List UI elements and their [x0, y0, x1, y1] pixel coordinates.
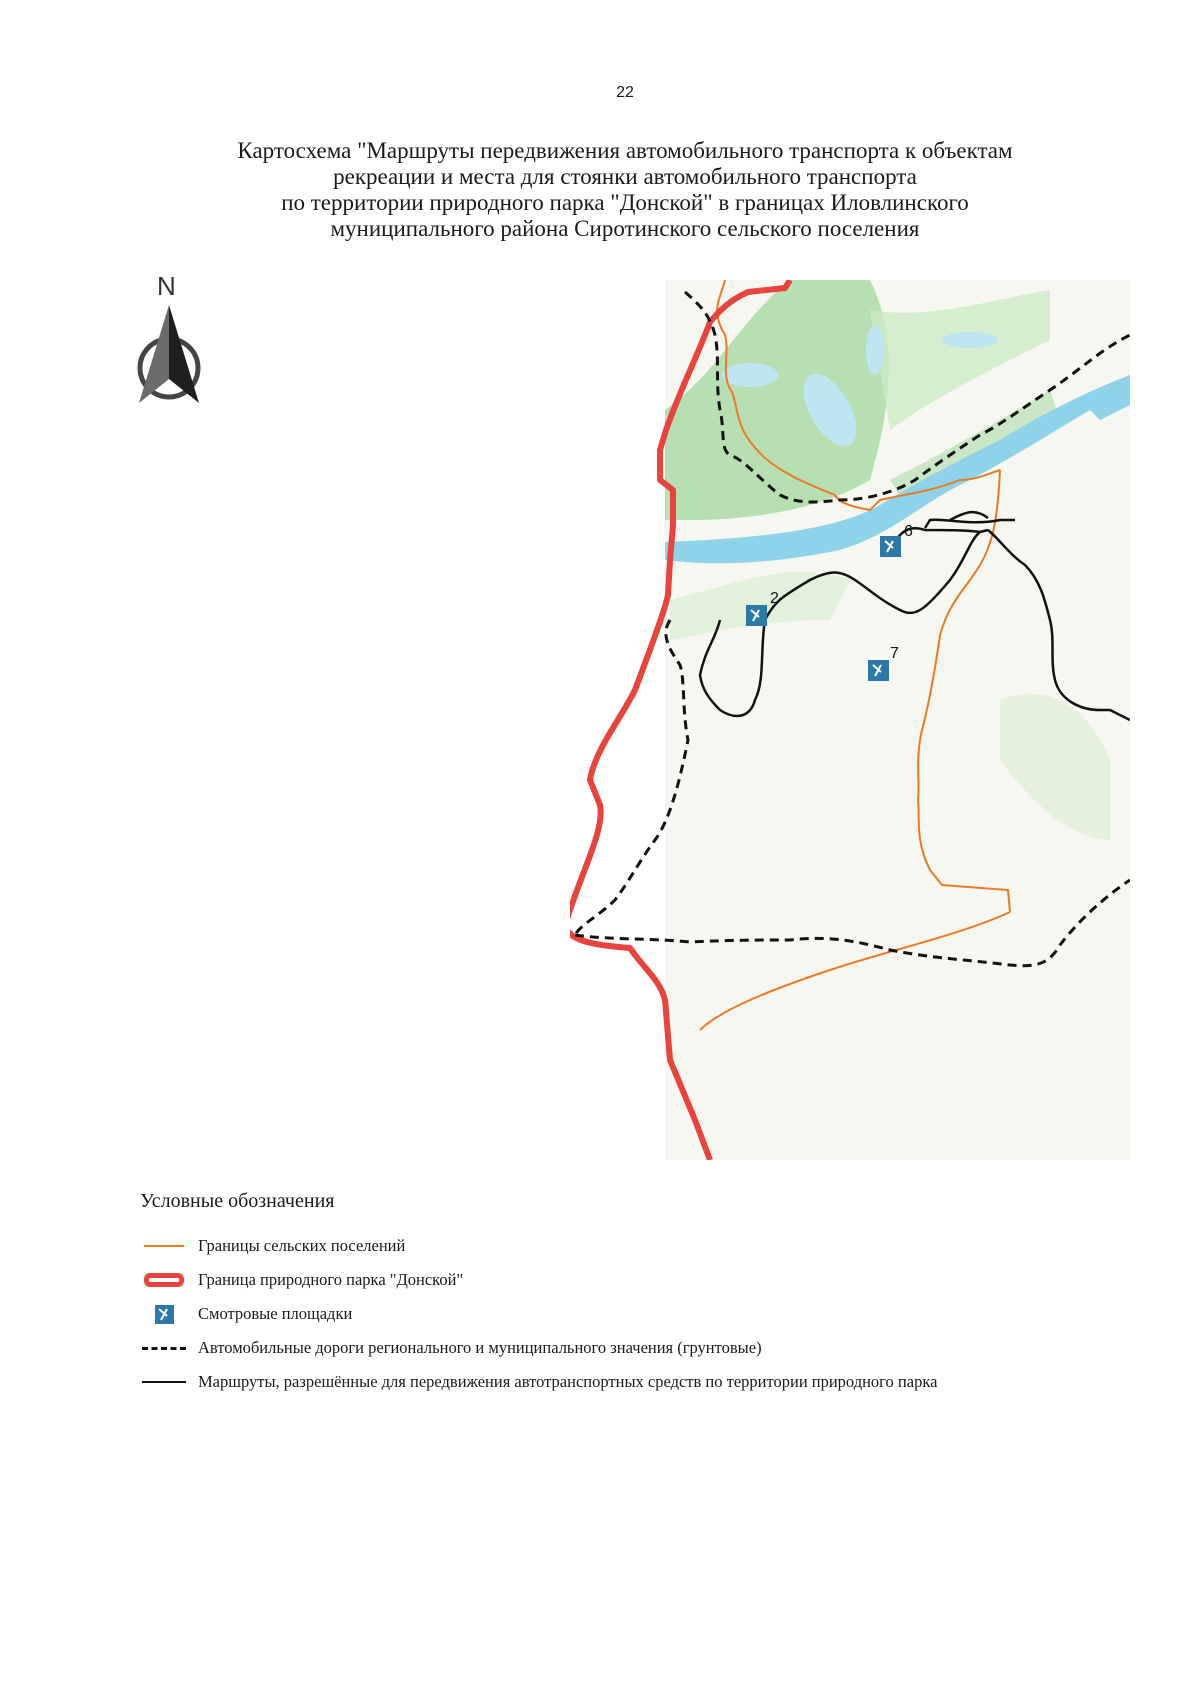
legend-label: Граница природного парка "Донской" [198, 1270, 464, 1289]
legend-label: Маршруты, разрешённые для передвижения автотранспортных средств по территории природного парка [198, 1372, 938, 1391]
legend [140, 1190, 1180, 1399]
legend-title: Условные обозначения [140, 1190, 335, 1212]
legend-item [140, 1297, 1180, 1331]
viewpoint-label: 2 [770, 590, 779, 607]
lake [722, 363, 778, 387]
viewpoint-icon [140, 1302, 188, 1326]
solid-route-icon [140, 1370, 188, 1394]
legend-label: Границы сельских поселений [198, 1236, 406, 1255]
map-title [110, 138, 1140, 242]
north-arrow-icon [124, 275, 214, 410]
page-number: 22 [616, 84, 634, 101]
viewpoint-label: 7 [890, 645, 899, 662]
lake [942, 332, 998, 348]
title-line: муниципального района Сиротинского сельского поселения [330, 216, 920, 241]
legend-item [140, 1365, 1180, 1399]
legend-item [140, 1331, 1180, 1365]
legend-item [140, 1263, 1180, 1297]
map[interactable] [570, 280, 1130, 1160]
orange-line-icon [140, 1234, 188, 1258]
dashed-road-icon [140, 1336, 188, 1360]
lake [866, 325, 884, 375]
legend-item [140, 1229, 1180, 1263]
north-label: N [157, 275, 176, 301]
legend-label: Смотровые площадки [198, 1304, 353, 1323]
legend-label: Автомобильные дороги регионального и муниципального значения (грунтовые) [198, 1338, 762, 1357]
viewpoint-label: 6 [904, 523, 913, 540]
title-line: рекреации и места для стоянки автомобильного транспорта [333, 164, 917, 189]
red-outline-icon [140, 1268, 188, 1292]
title-line: Картосхема "Маршруты передвижения автомобильного транспорта к объектам [237, 138, 1013, 163]
title-line: по территории природного парка "Донской" в границах Иловлинского [281, 190, 969, 215]
